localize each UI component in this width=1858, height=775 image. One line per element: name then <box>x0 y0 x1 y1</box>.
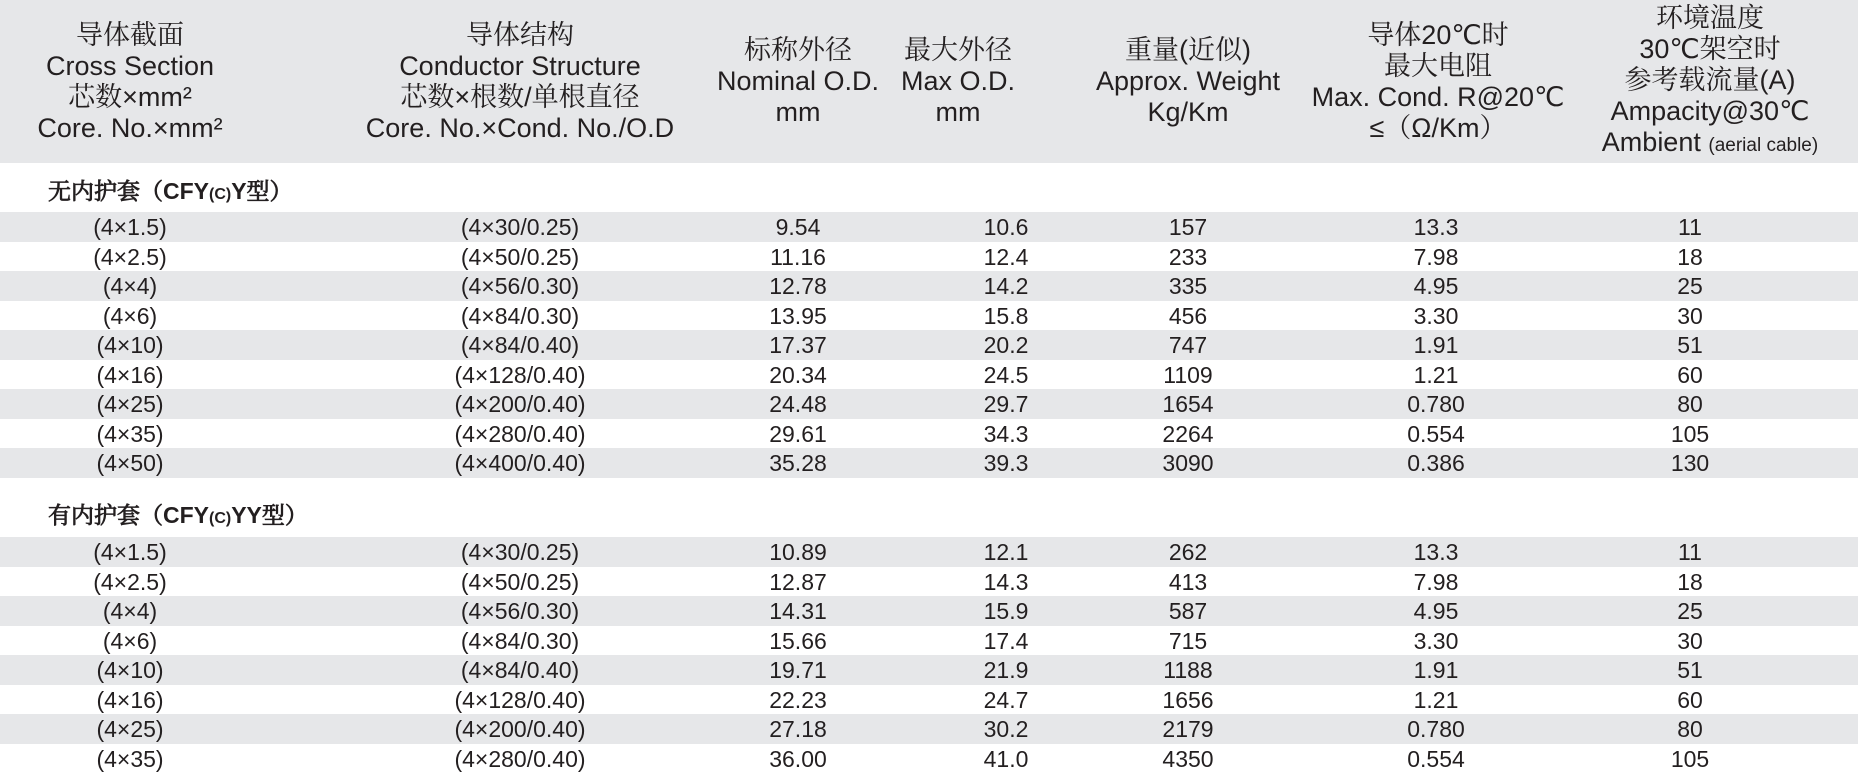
conductor-structure-cell: (4×200/0.40) <box>454 391 586 417</box>
max-od-cell: 10.6 <box>983 214 1029 240</box>
table-row <box>0 567 1858 597</box>
header-line: Approx. Weight <box>1095 66 1281 96</box>
resistance-cell: 13.3 <box>1413 539 1459 565</box>
header-line: Max. Cond. R@20℃ <box>1311 81 1565 112</box>
weight-cell: 1654 <box>1162 391 1214 417</box>
cross-section-cell: (4×50) <box>96 450 164 476</box>
conductor-structure-cell: (4×400/0.40) <box>454 450 586 476</box>
nominal-od-cell: 15.66 <box>769 627 827 654</box>
header-line: 环境温度 <box>1656 2 1764 33</box>
conductor-structure-cell: (4×200/0.40) <box>454 716 586 742</box>
weight-cell: 157 <box>1168 214 1208 240</box>
cross-section-cell: (4×25) <box>96 391 164 417</box>
header-line: Kg/Km <box>1147 97 1229 127</box>
header-line <box>1602 127 1818 161</box>
table-row <box>0 360 1858 390</box>
ampacity-cell: 25 <box>1677 273 1703 299</box>
header-line: 导体截面 <box>76 19 184 50</box>
header-approx-weight <box>1068 0 1308 163</box>
header-line: 芯数×mm² <box>68 81 192 112</box>
resistance-cell: 1.21 <box>1413 686 1459 713</box>
nominal-od-cell: 19.71 <box>769 657 827 683</box>
section-title-inner-sheath <box>48 500 308 534</box>
nominal-od-cell: 13.95 <box>769 302 827 329</box>
header-line: mm <box>775 97 821 127</box>
weight-cell: 335 <box>1168 273 1208 299</box>
table-row <box>0 242 1858 272</box>
conductor-structure-cell: (4×84/0.40) <box>460 332 580 358</box>
resistance-cell: 1.91 <box>1413 657 1459 683</box>
max-od-cell: 15.9 <box>983 598 1029 624</box>
table-row <box>0 212 1858 242</box>
header-ampacity <box>1590 0 1830 163</box>
nominal-od-cell: 14.31 <box>769 598 827 624</box>
conductor-structure-cell: (4×280/0.40) <box>454 745 586 772</box>
resistance-cell: 4.95 <box>1413 598 1459 624</box>
header-line: Max O.D. <box>900 66 1015 96</box>
aerial-cable-note: (aerial cable) <box>1708 134 1819 156</box>
ampacity-cell: 80 <box>1677 716 1703 742</box>
header-line: Core. No.×mm² <box>37 112 223 143</box>
table-header <box>0 0 1858 163</box>
cross-section-cell: (4×2.5) <box>93 243 167 270</box>
section-title-prefix: 无内护套（CFY <box>48 178 209 204</box>
cross-section-cell: (4×25) <box>96 716 164 742</box>
ampacity-cell: 18 <box>1677 568 1703 595</box>
ampacity-cell: 80 <box>1677 391 1703 417</box>
header-max-od <box>858 0 1058 163</box>
weight-cell: 233 <box>1168 243 1208 270</box>
nominal-od-cell: 35.28 <box>769 450 827 476</box>
max-od-cell: 41.0 <box>983 745 1029 772</box>
conductor-structure-cell: (4×50/0.25) <box>460 568 580 595</box>
table-row <box>0 714 1858 744</box>
header-line: ≤（Ω/Km） <box>1369 112 1507 143</box>
resistance-cell: 1.21 <box>1413 361 1459 388</box>
resistance-cell: 0.386 <box>1407 450 1465 476</box>
table-row <box>0 271 1858 301</box>
conductor-structure-cell: (4×128/0.40) <box>454 686 586 713</box>
conductor-structure-cell: (4×128/0.40) <box>454 361 586 388</box>
table-row <box>0 744 1858 774</box>
ampacity-cell: 51 <box>1677 657 1703 683</box>
conductor-structure-cell: (4×84/0.30) <box>460 302 580 329</box>
nominal-od-cell: 36.00 <box>769 745 827 772</box>
header-cross-section <box>0 0 260 163</box>
cross-section-cell: (4×10) <box>96 657 164 683</box>
cross-section-cell: (4×1.5) <box>93 214 167 240</box>
section-title-suffix: Y型） <box>231 178 293 204</box>
section-title-sub: (C) <box>209 186 232 203</box>
table-row <box>0 419 1858 449</box>
ampacity-cell: 60 <box>1677 686 1703 713</box>
header-line: 导体结构 <box>466 19 574 50</box>
section-title-no-inner-sheath <box>48 176 293 210</box>
weight-cell: 1109 <box>1163 361 1213 388</box>
nominal-od-cell: 10.89 <box>769 539 827 565</box>
ampacity-cell: 130 <box>1670 450 1710 476</box>
resistance-cell: 0.780 <box>1407 716 1465 742</box>
resistance-cell: 3.30 <box>1413 302 1459 329</box>
header-line: mm <box>935 97 981 127</box>
weight-cell: 413 <box>1168 568 1208 595</box>
max-od-cell: 29.7 <box>983 391 1029 417</box>
nominal-od-cell: 22.23 <box>769 686 827 713</box>
header-line: 最大电阻 <box>1384 50 1492 81</box>
max-od-cell: 15.8 <box>983 302 1029 329</box>
ampacity-cell: 18 <box>1677 243 1703 270</box>
weight-cell: 3090 <box>1162 450 1214 476</box>
cross-section-cell: (4×4) <box>102 273 158 299</box>
table-row <box>0 448 1858 478</box>
conductor-structure-cell: (4×280/0.40) <box>454 420 586 447</box>
cross-section-cell: (4×2.5) <box>93 568 167 595</box>
header-line: Core. No.×Cond. No./O.D <box>365 112 675 143</box>
weight-cell: 2264 <box>1162 420 1214 447</box>
resistance-cell: 3.30 <box>1413 627 1459 654</box>
cross-section-cell: (4×35) <box>96 420 164 447</box>
nominal-od-cell: 17.37 <box>769 332 827 358</box>
max-od-cell: 24.7 <box>983 686 1029 713</box>
nominal-od-cell: 11.16 <box>770 243 826 270</box>
max-od-cell: 20.2 <box>983 332 1029 358</box>
header-line: 芯数×根数/单根直径 <box>400 81 640 112</box>
conductor-structure-cell: (4×30/0.25) <box>460 539 580 565</box>
weight-cell: 715 <box>1168 627 1208 654</box>
header-line: Nominal O.D. <box>716 66 880 96</box>
table-row <box>0 626 1858 656</box>
resistance-cell: 4.95 <box>1413 273 1459 299</box>
nominal-od-cell: 9.54 <box>775 214 821 240</box>
cross-section-cell: (4×16) <box>96 686 164 713</box>
table-row <box>0 301 1858 331</box>
weight-cell: 2179 <box>1162 716 1214 742</box>
max-od-cell: 17.4 <box>983 627 1029 654</box>
table-row <box>0 655 1858 685</box>
conductor-structure-cell: (4×56/0.30) <box>460 273 580 299</box>
resistance-cell: 0.554 <box>1407 420 1465 447</box>
max-od-cell: 12.4 <box>983 243 1029 270</box>
weight-cell: 456 <box>1168 302 1208 329</box>
header-line: 标称外径 <box>744 35 852 65</box>
table-row <box>0 537 1858 567</box>
header-line: 最大外径 <box>904 35 1012 65</box>
resistance-cell: 0.780 <box>1407 391 1465 417</box>
nominal-od-cell: 12.87 <box>769 568 827 595</box>
table-row <box>0 330 1858 360</box>
conductor-structure-cell: (4×84/0.40) <box>460 657 580 683</box>
header-line: Conductor Structure <box>399 50 641 81</box>
conductor-structure-cell: (4×84/0.30) <box>460 627 580 654</box>
max-od-cell: 30.2 <box>983 716 1029 742</box>
max-od-cell: 21.9 <box>983 657 1029 683</box>
conductor-structure-cell: (4×56/0.30) <box>460 598 580 624</box>
cross-section-cell: (4×6) <box>102 302 158 329</box>
ambient-label: Ambient <box>1601 126 1701 157</box>
header-line: 30℃架空时 <box>1639 33 1781 64</box>
table-row <box>0 685 1858 715</box>
cross-section-cell: (4×16) <box>96 361 164 388</box>
table-row <box>0 596 1858 626</box>
resistance-cell: 0.554 <box>1407 745 1465 772</box>
nominal-od-cell: 20.34 <box>769 361 827 388</box>
header-max-resistance <box>1288 0 1588 163</box>
header-line: 导体20℃时 <box>1367 19 1509 50</box>
nominal-od-cell: 27.18 <box>769 716 827 742</box>
max-od-cell: 14.2 <box>983 273 1029 299</box>
section-title-sub: (C) <box>209 510 232 527</box>
header-line: 重量(近似) <box>1125 35 1251 65</box>
section-title-suffix: YY型） <box>231 502 308 528</box>
resistance-cell: 1.91 <box>1413 332 1459 358</box>
header-line: Ampacity@30℃ <box>1610 95 1810 126</box>
resistance-cell: 7.98 <box>1413 243 1459 270</box>
conductor-structure-cell: (4×50/0.25) <box>460 243 580 270</box>
ampacity-cell: 30 <box>1677 302 1703 329</box>
weight-cell: 262 <box>1168 539 1208 565</box>
weight-cell: 4350 <box>1162 745 1214 772</box>
max-od-cell: 39.3 <box>983 450 1029 476</box>
resistance-cell: 13.3 <box>1413 214 1459 240</box>
nominal-od-cell: 24.48 <box>769 391 827 417</box>
ampacity-cell: 11 <box>1678 214 1702 240</box>
header-line: Cross Section <box>45 50 215 81</box>
weight-cell: 587 <box>1168 598 1208 624</box>
max-od-cell: 34.3 <box>983 420 1029 447</box>
weight-cell: 747 <box>1168 332 1208 358</box>
nominal-od-cell: 29.61 <box>769 420 827 447</box>
max-od-cell: 24.5 <box>983 361 1029 388</box>
conductor-structure-cell: (4×30/0.25) <box>460 214 580 240</box>
ampacity-cell: 60 <box>1677 361 1703 388</box>
ampacity-cell: 51 <box>1677 332 1703 358</box>
cross-section-cell: (4×35) <box>96 745 164 772</box>
ampacity-cell: 105 <box>1670 745 1710 772</box>
ampacity-cell: 30 <box>1677 627 1703 654</box>
ampacity-cell: 11 <box>1678 539 1702 565</box>
max-od-cell: 14.3 <box>983 568 1029 595</box>
weight-cell: 1188 <box>1163 657 1213 683</box>
table-row <box>0 389 1858 419</box>
cross-section-cell: (4×10) <box>96 332 164 358</box>
cross-section-cell: (4×1.5) <box>93 539 167 565</box>
max-od-cell: 12.1 <box>983 539 1029 565</box>
header-line: 参考载流量(A) <box>1624 64 1796 95</box>
ampacity-cell: 105 <box>1670 420 1710 447</box>
resistance-cell: 7.98 <box>1413 568 1459 595</box>
cross-section-cell: (4×6) <box>102 627 158 654</box>
section-title-prefix: 有内护套（CFY <box>48 502 209 528</box>
nominal-od-cell: 12.78 <box>769 273 827 299</box>
cross-section-cell: (4×4) <box>102 598 158 624</box>
weight-cell: 1656 <box>1162 686 1214 713</box>
ampacity-cell: 25 <box>1677 598 1703 624</box>
